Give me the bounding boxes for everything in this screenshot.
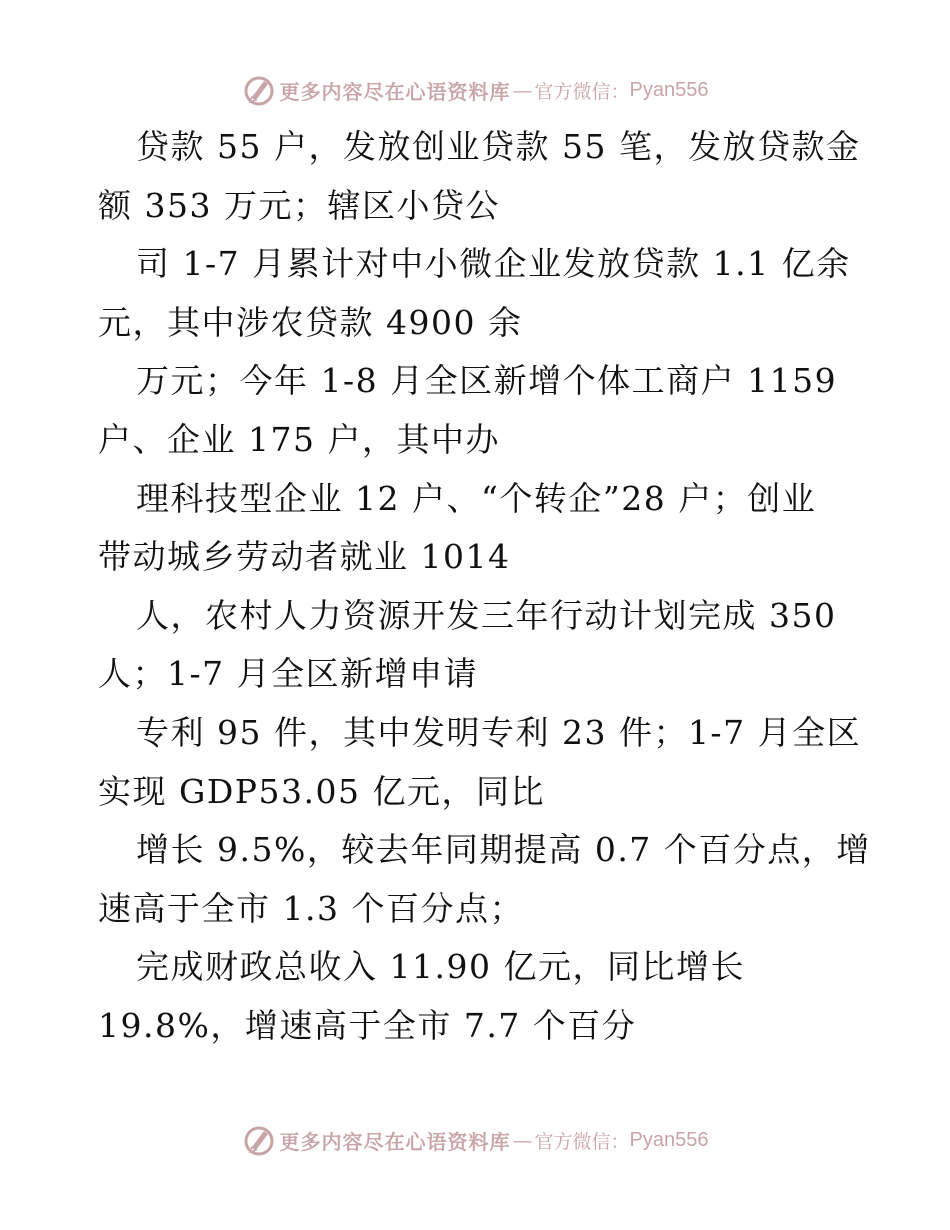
body-line: 理科技型企业 12 户、“个转企”28 户；创业 bbox=[136, 478, 817, 518]
document-body bbox=[98, 118, 871, 1056]
footer-banner-brand: 更多内容尽在心语资料库 bbox=[279, 1129, 511, 1154]
header-banner-brand: 更多内容尽在心语资料库 bbox=[279, 79, 511, 104]
body-line: 完成财政总收入 11.90 亿元，同比增长 bbox=[136, 947, 745, 987]
header-banner-wechat-id: Pyan556 bbox=[629, 78, 709, 101]
header-banner bbox=[0, 70, 950, 110]
footer-banner-separator: — bbox=[512, 1128, 533, 1152]
body-line: 速高于全市 1.3 个百分点； bbox=[98, 888, 524, 928]
body-line: 贷款 55 户，发放创业贷款 55 笔，发放贷款金 bbox=[136, 127, 861, 166]
body-line: 人，农村人力资源开发三年行动计划完成 350 bbox=[136, 595, 837, 635]
body-line: 19.8%，增速高于全市 7.7 个百分 bbox=[98, 1005, 637, 1045]
header-banner-separator: — bbox=[512, 78, 533, 102]
pen-circle-logo-icon bbox=[242, 1123, 276, 1157]
pen-circle-logo-icon bbox=[242, 73, 276, 107]
body-line: 增长 9.5%，较去年同期提高 0.7 个百分点，增 bbox=[136, 830, 871, 870]
body-line: 元，其中涉农贷款 4900 余 bbox=[98, 302, 523, 342]
body-line: 带动城乡劳动者就业 1014 bbox=[98, 537, 511, 577]
body-line: 人；1-7 月全区新增申请 bbox=[98, 654, 479, 694]
header-banner-wechat-label: 官方微信： bbox=[534, 80, 630, 103]
body-line: 司 1-7 月累计对中小微企业发放贷款 1.1 亿余 bbox=[136, 244, 851, 284]
body-line: 专利 95 件，其中发明专利 23 件；1-7 月全区 bbox=[136, 712, 862, 752]
footer-banner-wechat-label: 官方微信： bbox=[534, 1130, 630, 1153]
body-line: 实现 GDP53.05 亿元，同比 bbox=[98, 771, 545, 811]
body-line: 户、企业 175 户，其中办 bbox=[98, 419, 500, 459]
footer-banner bbox=[0, 1120, 950, 1160]
body-line: 额 353 万元；辖区小贷公 bbox=[98, 185, 500, 225]
footer-banner-wechat-id: Pyan556 bbox=[629, 1128, 709, 1151]
body-line: 万元；今年 1-8 月全区新增个体工商户 1159 bbox=[136, 361, 838, 401]
